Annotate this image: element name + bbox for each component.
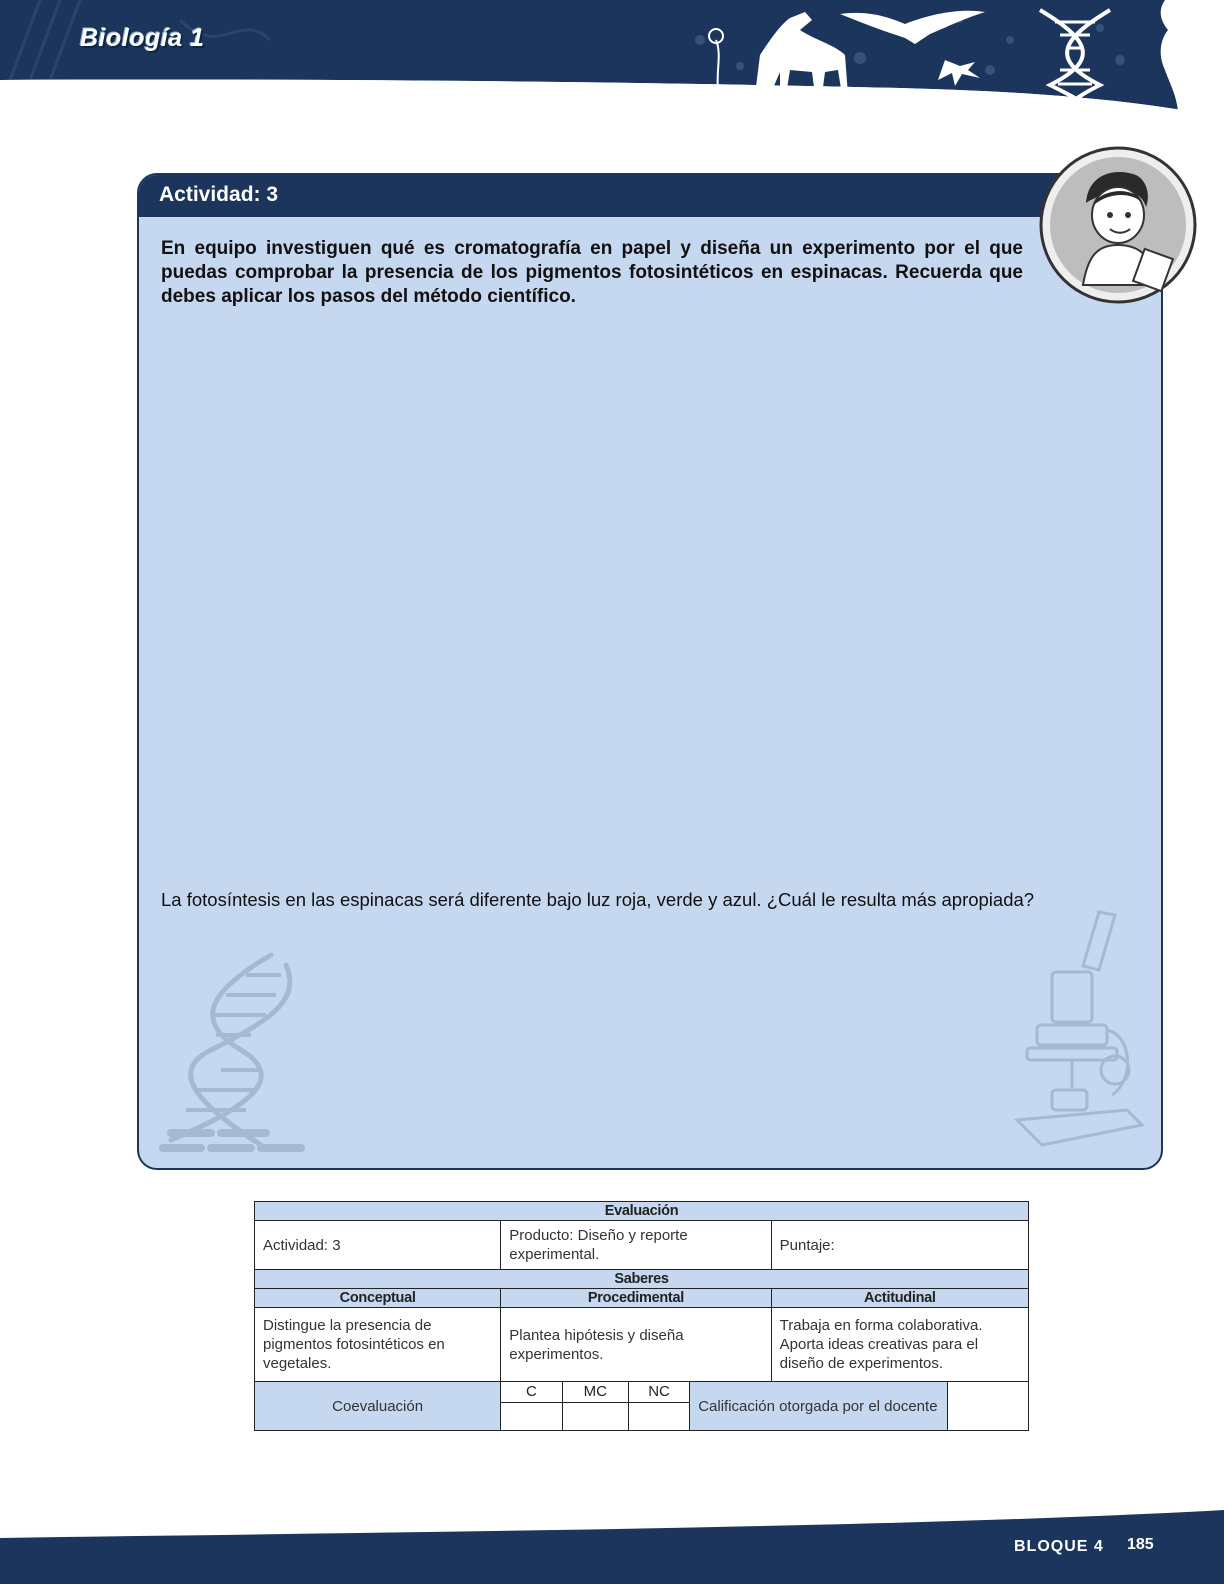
- procedimental-text: Plantea hipótesis y diseña experimentos.: [501, 1308, 771, 1382]
- scale-c-cell[interactable]: [501, 1403, 562, 1431]
- evaluation-title: Evaluación: [255, 1202, 1029, 1221]
- activity-panel: [137, 173, 1163, 1170]
- microscope-illustration: [1007, 910, 1147, 1155]
- dna-illustration: [151, 950, 321, 1160]
- activity-title: Actividad: 3: [159, 183, 279, 206]
- saberes-header: Saberes: [255, 1270, 1029, 1289]
- activity-question: La fotosíntesis en las espinacas será diferente bajo luz roja, verde y azul. ¿Cuál le resulta más apropiada?: [161, 889, 1035, 910]
- column-procedimental: Procedimental: [501, 1289, 771, 1308]
- page-number: 185: [1127, 1536, 1154, 1553]
- block-label: BLOQUE 4: [1014, 1538, 1104, 1555]
- evaluation-table: [254, 1201, 1029, 1431]
- activity-instructions: En equipo investiguen qué es cromatografía en papel y diseña un experimento por el que puedas comprobar la presencia de los pigmentos fotosintéticos en espinacas. Recuerda que debes aplicar los pasos del método científico.: [161, 238, 1023, 307]
- scale-mc-cell[interactable]: [562, 1403, 628, 1431]
- evaluation-activity: Actividad: 3: [255, 1221, 501, 1270]
- book-title: Biología 1: [80, 24, 205, 52]
- header-banner: [0, 0, 1224, 135]
- evaluation-product: Producto: Diseño y reporte experimental.: [501, 1221, 771, 1270]
- scale-nc-label: NC: [628, 1382, 689, 1403]
- coevaluacion-label: Coevaluación: [255, 1382, 501, 1431]
- conceptual-text: Distingue la presencia de pigmentos fotosintéticos en vegetales.: [255, 1308, 501, 1382]
- evaluation-score: Puntaje:: [771, 1221, 1028, 1270]
- column-actitudinal: Actitudinal: [771, 1289, 1028, 1308]
- activity-title-bar: [139, 175, 1161, 217]
- header-background: [0, 0, 1224, 135]
- teacher-grade-label: Calificación otorgada por el docente: [690, 1382, 947, 1431]
- actitudinal-text: Trabaja en forma colaborativa. Aporta ideas creativas para el diseño de experimentos.: [771, 1308, 1028, 1382]
- teacher-grade-cell[interactable]: [947, 1382, 1028, 1431]
- scale-c-label: C: [501, 1382, 562, 1403]
- scale-nc-cell[interactable]: [628, 1403, 689, 1431]
- column-conceptual: Conceptual: [255, 1289, 501, 1308]
- scale-mc-label: MC: [562, 1382, 628, 1403]
- student-avatar: [1038, 145, 1198, 305]
